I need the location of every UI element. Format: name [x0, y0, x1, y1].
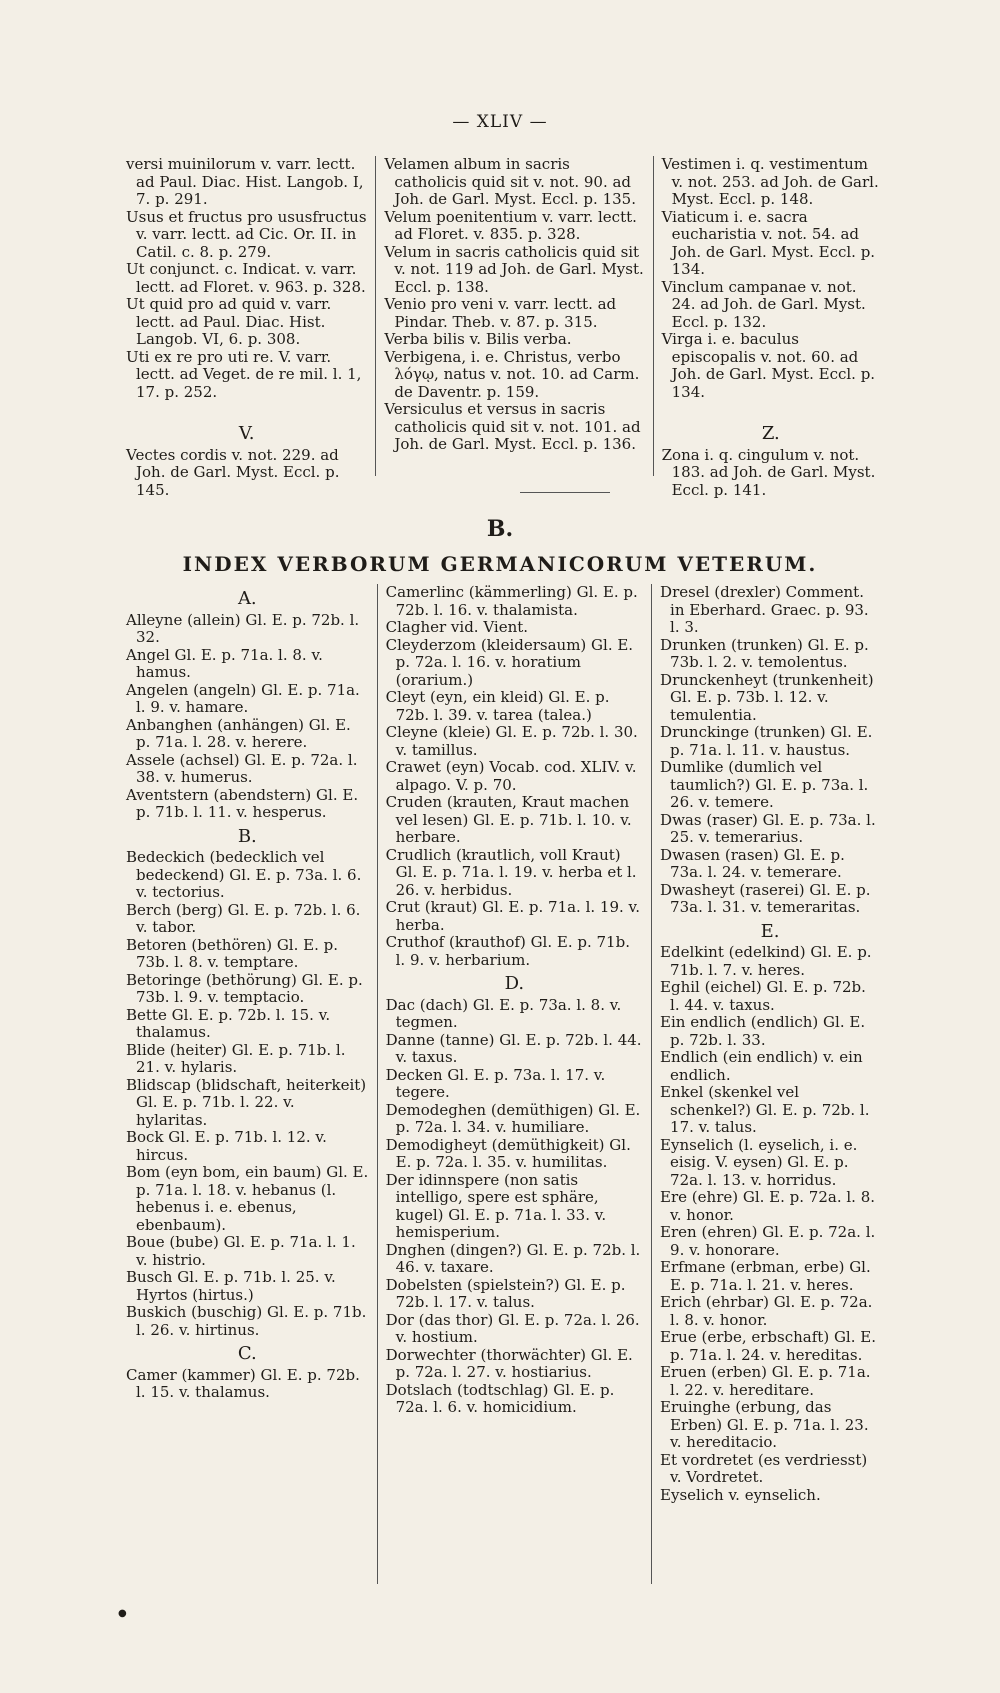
index-entry: Dwasen (rasen) Gl. E. p. 73a. l. 24. v. temerare. [660, 845, 845, 881]
index-entry: Assele (achsel) Gl. E. p. 72a. l. 38. v. humerus. [126, 750, 358, 786]
index-entry: Camer (kammer) Gl. E. p. 72b. l. 15. v. thalamus. [126, 1365, 360, 1401]
index-entry: Dresel (drexler) Comment. in Eberhard. Graec. p. 93. l. 3. [660, 583, 869, 636]
index-entry: Decken Gl. E. p. 73a. l. 17. v. tegere. [385, 1065, 606, 1101]
index-entry: Crudlich (krautlich, voll Kraut) Gl. E. p. 71a. l. 19. v. herba et l. 26. v. herbidus. [385, 845, 637, 899]
index-entry: Dac (dach) Gl. E. p. 73a. l. 8. v. tegmen. [385, 995, 622, 1031]
index-entry: Cleyderzom (kleidersaum) Gl. E. p. 72a. l. 16. v. horatium (orarium.) [385, 635, 634, 689]
index-entry: Buskich (buschig) Gl. E. p. 71b. l. 26. v. hirtinus. [126, 1303, 367, 1339]
index-entry: Drunckinge (trunken) Gl. E. p. 71a. l. 11. v. haustus. [660, 723, 873, 759]
letter-heading: E. [760, 920, 780, 942]
index-entry: Demodigheyt (demüthigkeit) Gl. E. p. 72a. l. 35. v. humilitas. [385, 1135, 631, 1171]
index-entry: Cruden (krauten, Kraut machen vel lesen) Gl. E. p. 71b. l. 10. v. herbare. [385, 793, 632, 846]
index-entry: Dwasheyt (raserei) Gl. E. p. 73a. l. 31. v. temeraritas. [660, 880, 871, 916]
index-entry: Angelen (angeln) Gl. E. p. 71a. l. 9. v. hamare. [126, 680, 360, 716]
index-entry: Versiculus et versus in sacris catholicis quid sit v. not. 101. ad Joh. de Garl. Myst. Eccl. p. 136. [384, 400, 641, 453]
index-entry: Dnghen (dingen?) Gl. E. p. 72b. l. 46. v. taxare. [385, 1240, 641, 1276]
index-entry: Verba bilis v. Bilis verba. [384, 330, 572, 348]
index-entry: Clagher vid. Vient. [385, 618, 529, 636]
top-section [118, 155, 888, 499]
section-letter: B. [486, 516, 514, 542]
index-entry: Anbanghen (anhängen) Gl. E. p. 71a. l. 28. v. herere. [126, 715, 351, 751]
index-entry: Aventstern (abendstern) Gl. E. p. 71b. l. 11. v. hesperus. [126, 785, 359, 821]
index-entry: Erfmane (erbman, erbe) Gl. E. p. 71a. l. 21. v. heres. [660, 1258, 871, 1294]
index-entry: Danne (tanne) Gl. E. p. 72b. l. 44. v. taxus. [385, 1030, 642, 1066]
page-mark: ● [118, 1608, 127, 1619]
letter-heading: C. [237, 1343, 257, 1364]
letter-heading: D. [504, 973, 525, 994]
index-entry: Betoringe (bethörung) Gl. E. p. 73b. l. 9. v. temptacio. [126, 970, 363, 1006]
index-entry: Eghil (eichel) Gl. E. p. 72b. l. 44. v. taxus. [660, 978, 866, 1014]
index-entry: Bedeckich (bedecklich vel bedeckend) Gl. E. p. 73a. l. 6. v. tectorius. [126, 848, 362, 901]
index-entry: Alleyne (allein) Gl. E. p. 72b. l. 32. [126, 610, 360, 646]
index-entry: Eren (ehren) Gl. E. p. 72a. l. 9. v. honorare. [660, 1223, 876, 1259]
index-entry: Viaticum i. e. sacra eucharistia v. not. 54. ad Joh. de Garl. Myst. Eccl. p. 134. [661, 207, 876, 278]
index-entry: Demodeghen (demüthigen) Gl. E. p. 72a. l. 34. v. humiliare. [385, 1100, 641, 1136]
index-entry: Velum poenitentium v. varr. lectt. ad Floret. v. 835. p. 328. [384, 207, 637, 243]
index-entry: Cruthof (krauthof) Gl. E. p. 71b. l. 9. v. herbarium. [385, 933, 630, 969]
index-entry: Der idinnspere (non satis intelligo, spere est sphäre, kugel) Gl. E. p. 71a. l. 33. v. hemisperium. [385, 1170, 607, 1241]
letter-heading: V. [238, 423, 255, 444]
index-entry: Verbigena, i. e. Christus, verbo λόγῳ, natus v. not. 10. ad Carm. de Daventr. p. 159. [384, 347, 640, 401]
index-entry: Eruinghe (erbung, das Erben) Gl. E. p. 71a. l. 23. v. hereditacio. [660, 1398, 869, 1451]
index-entry: Crut (kraut) Gl. E. p. 71a. l. 19. v. herba. [385, 898, 641, 934]
index-entry: Vinclum campanae v. not. 24. ad Joh. de Garl. Myst. Eccl. p. 132. [661, 277, 866, 331]
divider [520, 492, 610, 493]
index-entry: Camerlinc (kämmerling) Gl. E. p. 72b. l. 16. v. thalamista. [385, 583, 638, 619]
index-entry: Velum in sacris catholicis quid sit v. not. 119 ad Joh. de Garl. Myst. Eccl. p. 138. [384, 242, 644, 296]
index-entry: Eyselich v. eynselich. [660, 1485, 821, 1504]
index-entry: Bette Gl. E. p. 72b. l. 15. v. thalamus. [126, 1005, 331, 1041]
page-number: — XLIV — [452, 112, 548, 132]
index-title: INDEX VERBORUM GERMANICORUM VETERUM. [182, 552, 818, 576]
index-entry: Eynselich (l. eyselich, i. e. eisig. V. eysen) Gl. E. p. 72a. l. 13. v. horridus. [660, 1135, 858, 1189]
index-entry: Zona i. q. cingulum v. not. 183. ad Joh. de Garl. Myst. Eccl. p. 141. [661, 445, 876, 499]
index-entry: Drunken (trunken) Gl. E. p. 73b. l. 2. v. temolentus. [660, 635, 869, 671]
index-entry: Enkel (skenkel vel schenkel?) Gl. E. p. 72b. l. 17. v. talus. [660, 1083, 870, 1136]
index-entry: Crawet (eyn) Vocab. cod. XLIV. v. alpago. V. p. 70. [385, 758, 637, 794]
spacer [126, 401, 367, 419]
index-entry: Velamen album in sacris catholicis quid sit v. not. 90. ad Joh. de Garl. Myst. Eccl. p. 135. [384, 155, 636, 208]
index-column-3 [651, 584, 888, 1584]
index-entry: Blide (heiter) Gl. E. p. 71b. l. 21. v. hylaris. [126, 1040, 346, 1076]
index-entry: Dobelsten (spielstein?) Gl. E. p. 72b. l. 17. v. talus. [385, 1275, 626, 1311]
index-entry: Et vordretet (es verdriesst) v. Vordretet. [660, 1450, 868, 1486]
index-entry: Venio pro veni v. varr. lectt. ad Pindar. Theb. v. 87. p. 315. [384, 295, 617, 331]
letter-heading: Z. [761, 423, 780, 444]
index-entry: Virga i. e. baculus episcopalis v. not. 60. ad Joh. de Garl. Myst. Eccl. p. 134. [661, 330, 876, 401]
index-entry: Bom (eyn bom, ein baum) Gl. E. p. 71a. l. 18. v. hebanus (l. hebenus i. e. ebenus, ebenbaum). [126, 1163, 369, 1234]
index-entry: Dwas (raser) Gl. E. p. 73a. l. 25. v. temerarius. [660, 810, 876, 846]
spacer [662, 401, 880, 419]
index-entry: versi muinilorum v. varr. lectt. ad Paul. Diac. Hist. Langob. I, 7. p. 291. [126, 155, 364, 208]
index-entry: Dorwechter (thorwächter) Gl. E. p. 72a. l. 27. v. hostiarius. [385, 1345, 633, 1381]
index-entry: Bock Gl. E. p. 71b. l. 12. v. hircus. [126, 1128, 327, 1164]
index-entry: Vectes cordis v. not. 229. ad Joh. de Garl. Myst. Eccl. p. 145. [126, 445, 340, 499]
index-entry: Eruen (erben) Gl. E. p. 71a. l. 22. v. hereditare. [660, 1363, 871, 1399]
index-entry: Berch (berg) Gl. E. p. 72b. l. 6. v. tabor. [126, 900, 361, 936]
index-entry: Boue (bube) Gl. E. p. 71a. l. 1. v. histrio. [126, 1233, 356, 1269]
index-entry: Ut conjunct. c. Indicat. v. varr. lectt. ad Floret. v. 963. p. 328. [126, 260, 366, 296]
top-column-1 [118, 155, 375, 499]
index-entry: Vestimen i. q. vestimentum v. not. 253. ad Joh. de Garl. Myst. Eccl. p. 148. [661, 155, 879, 208]
index-entry: Dotslach (todtschlag) Gl. E. p. 72a. l. 6. v. homicidium. [385, 1380, 615, 1416]
index-entry: Endlich (ein endlich) v. ein endlich. [660, 1048, 863, 1084]
index-entry: Cleyne (kleie) Gl. E. p. 72b. l. 30. v. tamillus. [385, 723, 638, 759]
index-column-2 [377, 584, 651, 1584]
index-entry: Dumlike (dumlich vel taumlich?) Gl. E. p. 73a. l. 26. v. temere. [660, 758, 869, 811]
letter-heading: A. [237, 588, 257, 609]
index-entry: Betoren (bethören) Gl. E. p. 73b. l. 8. v. temptare. [126, 935, 338, 971]
index-entry: Erue (erbe, erbschaft) Gl. E. p. 71a. l. 24. v. hereditas. [660, 1328, 876, 1364]
letter-heading: B. [237, 825, 257, 847]
index-column-1 [118, 584, 377, 1584]
index-entry: Ere (ehre) Gl. E. p. 72a. l. 8. v. honor. [660, 1188, 876, 1224]
index-entry: Drunckenheyt (trunkenheit) Gl. E. p. 73b. l. 12. v. temulentia. [660, 670, 874, 724]
index-section [118, 584, 888, 1584]
index-entry: Blidscap (blidschaft, heiterkeit) Gl. E. p. 71b. l. 22. v. hylaritas. [126, 1075, 367, 1129]
index-entry: Cleyt (eyn, ein kleid) Gl. E. p. 72b. l. 39. v. tarea (talea.) [385, 688, 610, 724]
index-entry: Dor (das thor) Gl. E. p. 72a. l. 26. v. hostium. [385, 1310, 640, 1346]
index-entry: Ut quid pro ad quid v. varr. lectt. ad Paul. Diac. Hist. Langob. VI, 6. p. 308. [126, 295, 332, 348]
index-entry: Ein endlich (endlich) Gl. E. p. 72b. l. 33. [660, 1013, 866, 1049]
index-entry: Busch Gl. E. p. 71b. l. 25. v. Hyrtos (hirtus.) [126, 1268, 336, 1304]
top-column-3 [653, 155, 888, 499]
top-column-2 [375, 156, 652, 476]
index-entry: Angel Gl. E. p. 71a. l. 8. v. hamus. [126, 645, 323, 681]
index-entry: Edelkint (edelkind) Gl. E. p. 71b. l. 7. v. heres. [660, 943, 872, 979]
index-entry: Usus et fructus pro ususfructus v. varr. lectt. ad Cic. Or. II. in Catil. c. 8. p. 279. [126, 207, 367, 261]
index-entry: Erich (ehrbar) Gl. E. p. 72a. l. 8. v. honor. [660, 1293, 873, 1329]
index-entry: Uti ex re pro uti re. V. varr. lectt. ad Veget. de re mil. l. 1, 17. p. 252. [126, 347, 362, 401]
